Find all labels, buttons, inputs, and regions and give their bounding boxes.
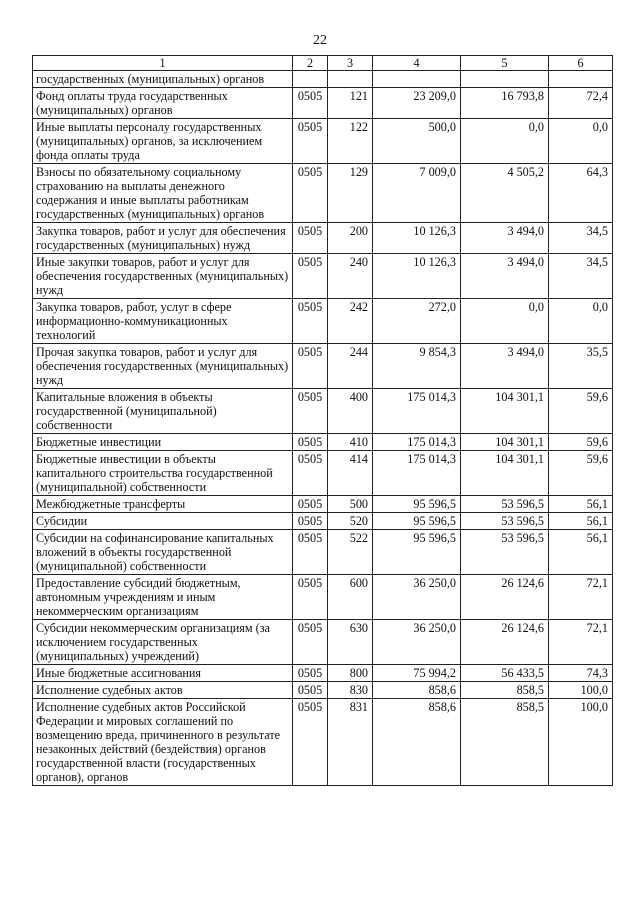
plan-cell: 858,6 — [373, 699, 461, 786]
plan-cell: 9 854,3 — [373, 344, 461, 389]
expense-type-cell: 414 — [328, 451, 373, 496]
expense-type-cell: 410 — [328, 434, 373, 451]
table-row — [33, 451, 613, 496]
row-name-cell: государственных (муниципальных) органов — [33, 71, 293, 88]
row-name-cell: Закупка товаров, работ, услуг в сфере информационно-коммуникационных технологий — [33, 299, 293, 344]
section-code-cell: 0505 — [293, 513, 328, 530]
fact-cell: 26 124,6 — [461, 575, 549, 620]
row-name-cell: Исполнение судебных актов Российской Федерации и мировых соглашений по возмещению вреда, причиненного в результате незаконных действий (бездействия) органов государственной власти (государственных органов), органов — [33, 699, 293, 786]
table-row — [33, 299, 613, 344]
section-code-cell: 0505 — [293, 223, 328, 254]
row-name-cell: Субсидии на софинансирование капитальных вложений в объекты государственной (муниципальной) собственности — [33, 530, 293, 575]
row-name-cell: Прочая закупка товаров, работ и услуг для обеспечения государственных (муниципальных) нужд — [33, 344, 293, 389]
row-name-cell: Бюджетные инвестиции — [33, 434, 293, 451]
section-code-cell: 0505 — [293, 88, 328, 119]
fact-cell: 0,0 — [461, 119, 549, 164]
table-row — [33, 223, 613, 254]
column-header: 6 — [549, 56, 613, 71]
expense-type-cell: 400 — [328, 389, 373, 434]
expense-type-cell — [328, 71, 373, 88]
table-row — [33, 119, 613, 164]
fact-cell: 104 301,1 — [461, 389, 549, 434]
table-row — [33, 434, 613, 451]
plan-cell — [373, 71, 461, 88]
percent-cell: 56,1 — [549, 530, 613, 575]
fact-cell: 56 433,5 — [461, 665, 549, 682]
percent-cell: 56,1 — [549, 513, 613, 530]
fact-cell: 0,0 — [461, 299, 549, 344]
table-row — [33, 344, 613, 389]
plan-cell: 858,6 — [373, 682, 461, 699]
expense-type-cell: 520 — [328, 513, 373, 530]
table-row — [33, 254, 613, 299]
row-name-cell: Межбюджетные трансферты — [33, 496, 293, 513]
fact-cell: 53 596,5 — [461, 530, 549, 575]
expense-type-cell: 240 — [328, 254, 373, 299]
expense-type-cell: 244 — [328, 344, 373, 389]
fact-cell: 53 596,5 — [461, 513, 549, 530]
table-row — [33, 665, 613, 682]
percent-cell: 35,5 — [549, 344, 613, 389]
percent-cell: 34,5 — [549, 254, 613, 299]
expense-type-cell: 200 — [328, 223, 373, 254]
row-name-cell: Субсидии некоммерческим организациям (за исключением государственных (муниципальных) учреждений) — [33, 620, 293, 665]
percent-cell: 59,6 — [549, 389, 613, 434]
section-code-cell: 0505 — [293, 699, 328, 786]
expense-type-cell: 122 — [328, 119, 373, 164]
budget-table — [32, 55, 613, 786]
expense-type-cell: 522 — [328, 530, 373, 575]
table-row — [33, 71, 613, 88]
expense-type-cell: 129 — [328, 164, 373, 223]
row-name-cell: Субсидии — [33, 513, 293, 530]
section-code-cell: 0505 — [293, 434, 328, 451]
table-row — [33, 530, 613, 575]
table-row — [33, 389, 613, 434]
fact-cell: 3 494,0 — [461, 223, 549, 254]
section-code-cell: 0505 — [293, 682, 328, 699]
fact-cell — [461, 71, 549, 88]
column-header: 5 — [461, 56, 549, 71]
plan-cell: 95 596,5 — [373, 496, 461, 513]
percent-cell — [549, 71, 613, 88]
column-header: 1 — [33, 56, 293, 71]
expense-type-cell: 831 — [328, 699, 373, 786]
section-code-cell: 0505 — [293, 299, 328, 344]
table-row — [33, 682, 613, 699]
expense-type-cell: 830 — [328, 682, 373, 699]
plan-cell: 7 009,0 — [373, 164, 461, 223]
fact-cell: 53 596,5 — [461, 496, 549, 513]
table-body — [33, 71, 613, 786]
percent-cell: 0,0 — [549, 299, 613, 344]
expense-type-cell: 121 — [328, 88, 373, 119]
expense-type-cell: 800 — [328, 665, 373, 682]
plan-cell: 175 014,3 — [373, 389, 461, 434]
table-row — [33, 513, 613, 530]
percent-cell: 72,4 — [549, 88, 613, 119]
fact-cell: 3 494,0 — [461, 254, 549, 299]
table-row — [33, 496, 613, 513]
percent-cell: 100,0 — [549, 682, 613, 699]
table-row — [33, 620, 613, 665]
fact-cell: 26 124,6 — [461, 620, 549, 665]
row-name-cell: Бюджетные инвестиции в объекты капитального строительства государственной (муниципальной) собственности — [33, 451, 293, 496]
percent-cell: 59,6 — [549, 434, 613, 451]
section-code-cell: 0505 — [293, 254, 328, 299]
percent-cell: 0,0 — [549, 119, 613, 164]
expense-type-cell: 600 — [328, 575, 373, 620]
section-code-cell: 0505 — [293, 451, 328, 496]
percent-cell: 72,1 — [549, 620, 613, 665]
plan-cell: 272,0 — [373, 299, 461, 344]
section-code-cell: 0505 — [293, 164, 328, 223]
plan-cell: 175 014,3 — [373, 434, 461, 451]
plan-cell: 75 994,2 — [373, 665, 461, 682]
section-code-cell: 0505 — [293, 575, 328, 620]
section-code-cell: 0505 — [293, 665, 328, 682]
fact-cell: 858,5 — [461, 699, 549, 786]
table-row — [33, 88, 613, 119]
column-header: 3 — [328, 56, 373, 71]
percent-cell: 59,6 — [549, 451, 613, 496]
row-name-cell: Иные закупки товаров, работ и услуг для обеспечения государственных (муниципальных) нужд — [33, 254, 293, 299]
fact-cell: 104 301,1 — [461, 451, 549, 496]
expense-type-cell: 630 — [328, 620, 373, 665]
table-row — [33, 575, 613, 620]
section-code-cell: 0505 — [293, 620, 328, 665]
section-code-cell: 0505 — [293, 530, 328, 575]
plan-cell: 36 250,0 — [373, 620, 461, 665]
fact-cell: 16 793,8 — [461, 88, 549, 119]
plan-cell: 36 250,0 — [373, 575, 461, 620]
section-code-cell: 0505 — [293, 389, 328, 434]
fact-cell: 104 301,1 — [461, 434, 549, 451]
plan-cell: 10 126,3 — [373, 223, 461, 254]
plan-cell: 23 209,0 — [373, 88, 461, 119]
plan-cell: 10 126,3 — [373, 254, 461, 299]
column-header: 4 — [373, 56, 461, 71]
percent-cell: 72,1 — [549, 575, 613, 620]
row-name-cell: Капитальные вложения в объекты государственной (муниципальной) собственности — [33, 389, 293, 434]
row-name-cell: Фонд оплаты труда государственных (муниципальных) органов — [33, 88, 293, 119]
percent-cell: 100,0 — [549, 699, 613, 786]
percent-cell: 34,5 — [549, 223, 613, 254]
percent-cell: 74,3 — [549, 665, 613, 682]
row-name-cell: Исполнение судебных актов — [33, 682, 293, 699]
table-row — [33, 699, 613, 786]
row-name-cell: Взносы по обязательному социальному страхованию на выплаты денежного содержания и иные выплаты работникам государственных (муниципальных) органов — [33, 164, 293, 223]
page-number: 22 — [313, 33, 327, 48]
percent-cell: 56,1 — [549, 496, 613, 513]
section-code-cell: 0505 — [293, 119, 328, 164]
plan-cell: 500,0 — [373, 119, 461, 164]
fact-cell: 3 494,0 — [461, 344, 549, 389]
percent-cell: 64,3 — [549, 164, 613, 223]
plan-cell: 175 014,3 — [373, 451, 461, 496]
fact-cell: 858,5 — [461, 682, 549, 699]
table-row — [33, 164, 613, 223]
header-row — [33, 56, 613, 71]
row-name-cell: Закупка товаров, работ и услуг для обеспечения государственных (муниципальных) нужд — [33, 223, 293, 254]
row-name-cell: Предоставление субсидий бюджетным, автономным учреждениям и иным некоммерческим организациям — [33, 575, 293, 620]
section-code-cell — [293, 71, 328, 88]
section-code-cell: 0505 — [293, 496, 328, 513]
fact-cell: 4 505,2 — [461, 164, 549, 223]
expense-type-cell: 242 — [328, 299, 373, 344]
plan-cell: 95 596,5 — [373, 513, 461, 530]
column-header: 2 — [293, 56, 328, 71]
row-name-cell: Иные выплаты персоналу государственных (муниципальных) органов, за исключением фонда оплаты труда — [33, 119, 293, 164]
row-name-cell: Иные бюджетные ассигнования — [33, 665, 293, 682]
section-code-cell: 0505 — [293, 344, 328, 389]
plan-cell: 95 596,5 — [373, 530, 461, 575]
expense-type-cell: 500 — [328, 496, 373, 513]
